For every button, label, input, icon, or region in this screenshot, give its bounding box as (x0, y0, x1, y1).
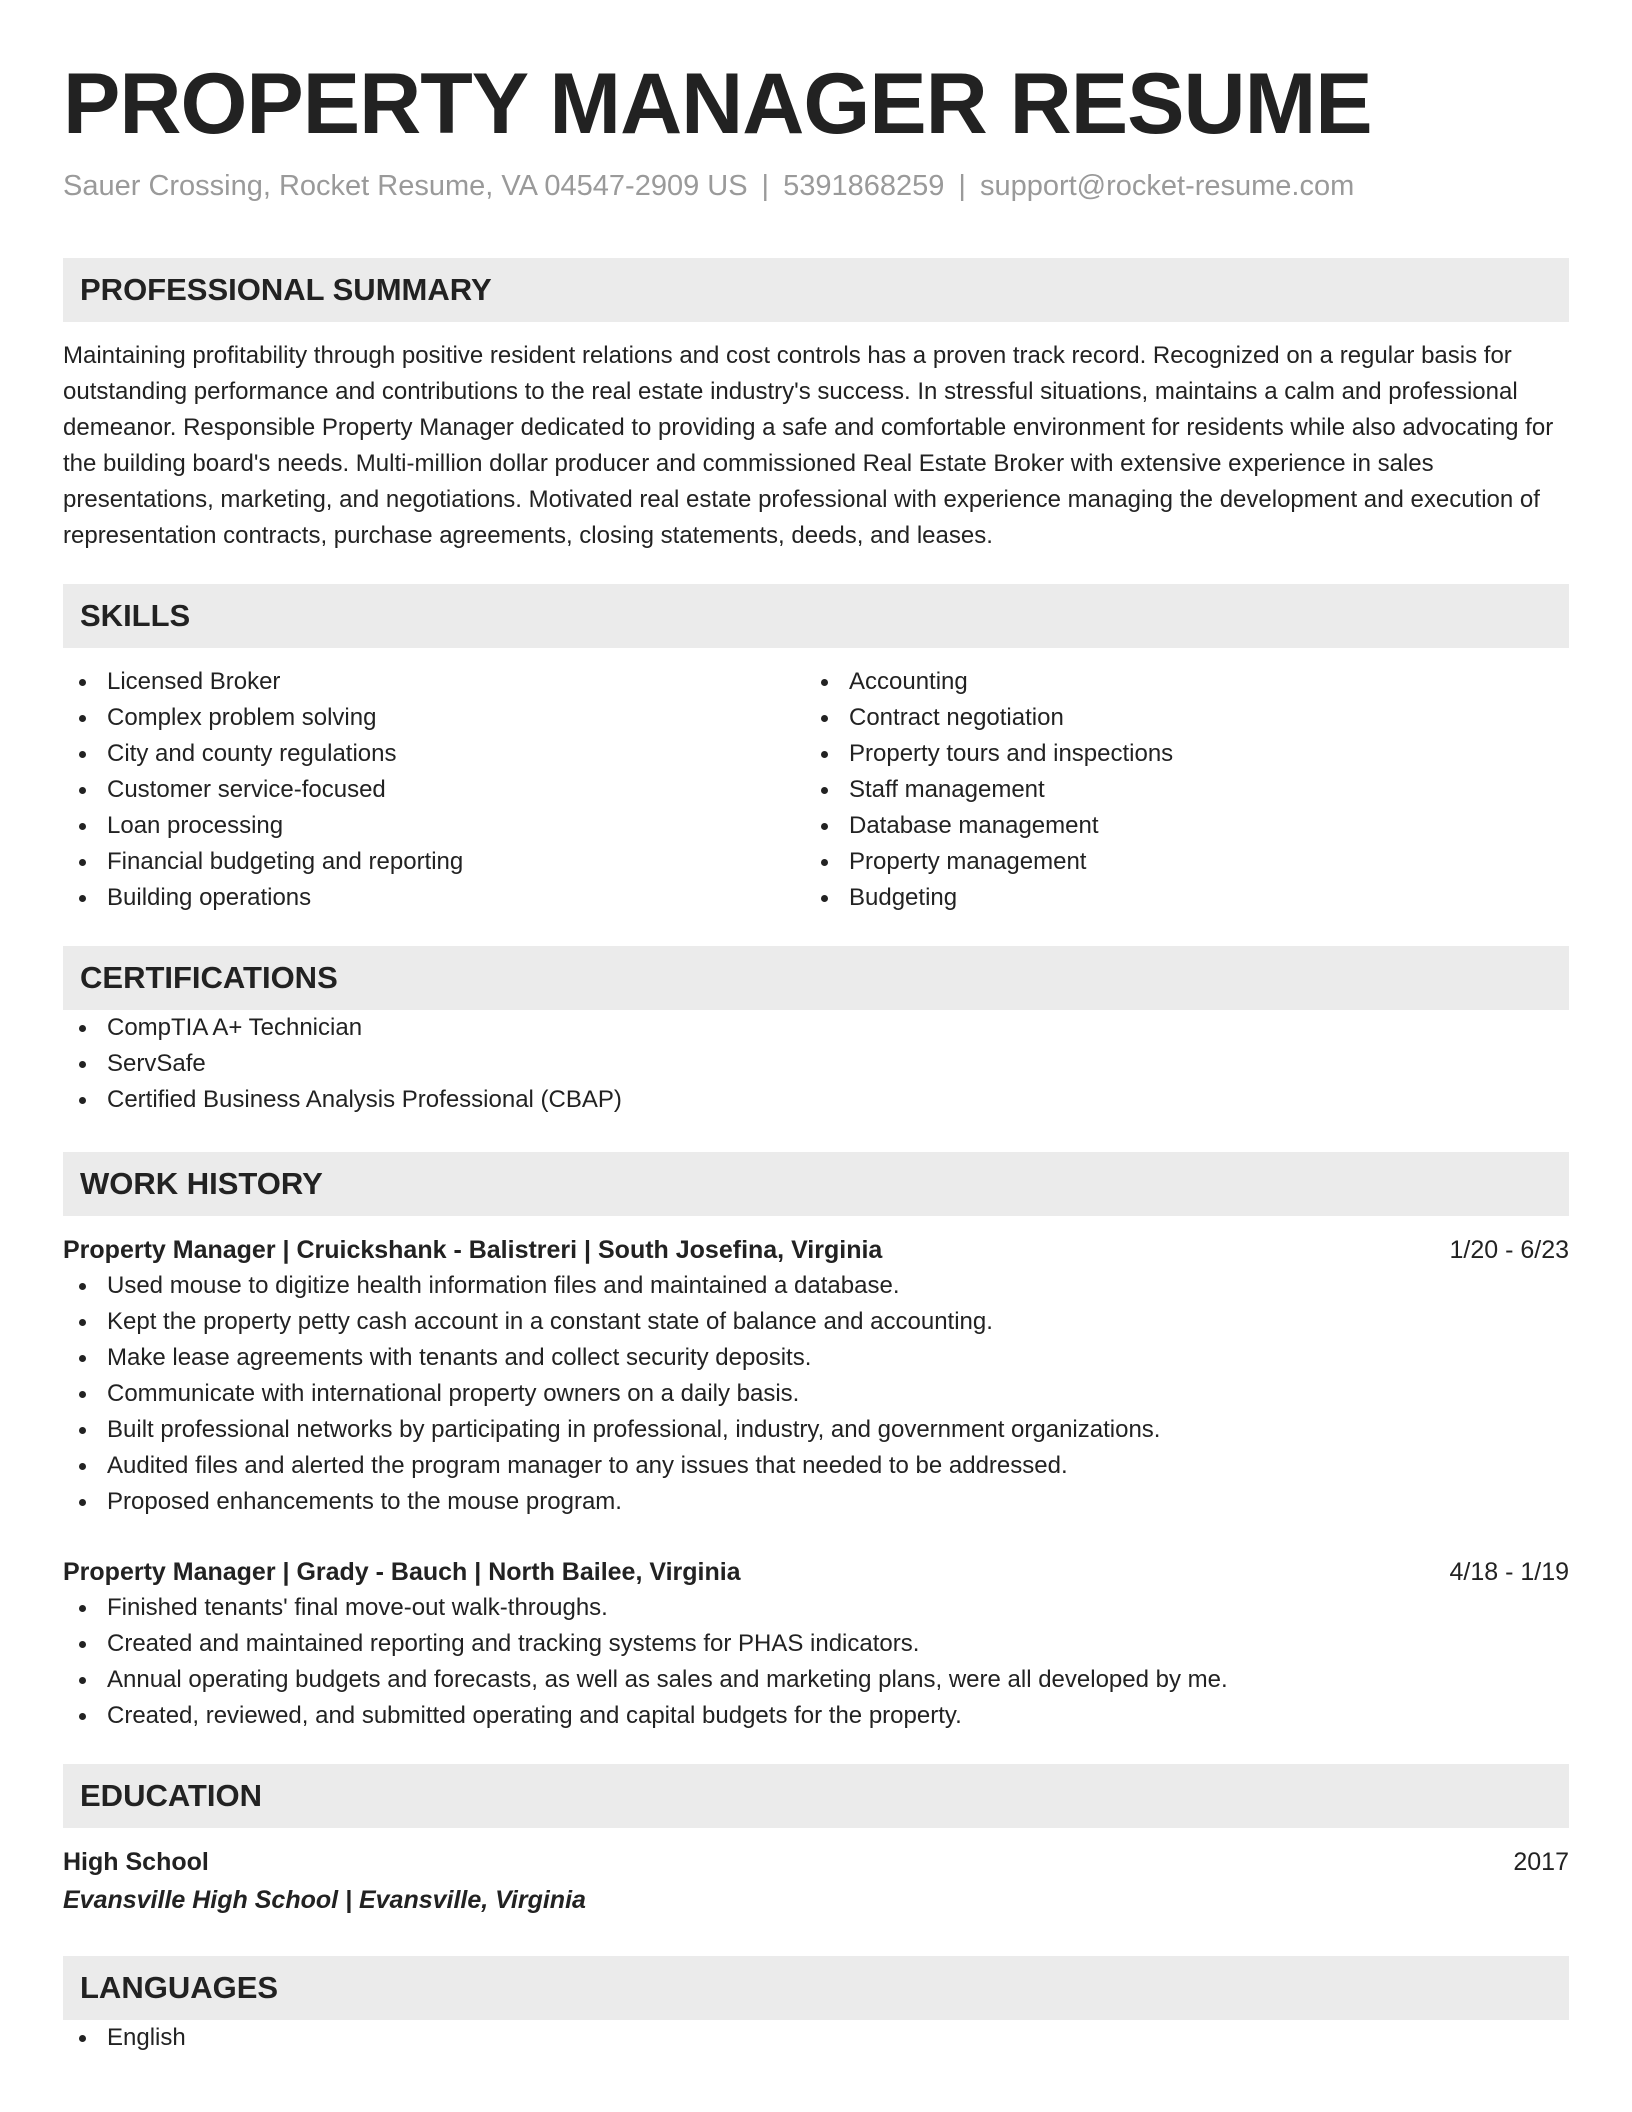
skill-item: Contract negotiation (805, 700, 1547, 736)
job-bullet: Annual operating budgets and forecasts, as well as sales and marketing plans, were all developed by me. (63, 1662, 1569, 1698)
job-title: Property Manager | Grady - Bauch | North Bailee, Virginia (63, 1558, 741, 1586)
contact-separator: | (761, 170, 770, 202)
job-title: Property Manager | Cruickshank - Balistreri | South Josefina, Virginia (63, 1236, 883, 1264)
education-year: 2017 (1513, 1848, 1569, 1876)
skill-item: Building operations (63, 880, 805, 916)
education-school: Evansville High School | Evansville, Virginia (63, 1886, 586, 1914)
job-dates: 1/20 - 6/23 (1449, 1236, 1569, 1264)
job-header (63, 1232, 1569, 1268)
education-header (63, 1844, 1569, 1880)
contact-separator: | (958, 170, 966, 202)
skill-item: Loan processing (63, 808, 805, 844)
job-bullet: Created, reviewed, and submitted operating and capital budgets for the property. (63, 1698, 1569, 1734)
certification-item: Certified Business Analysis Professional (CBAP) (63, 1082, 1569, 1118)
job-bullet: Used mouse to digitize health information files and maintained a database. (63, 1268, 1569, 1304)
section-heading-education: EDUCATION (63, 1764, 1569, 1828)
skill-item: Budgeting (805, 880, 1547, 916)
job-bullet: Built professional networks by participating in professional, industry, and government organizations. (63, 1412, 1569, 1448)
section-heading-work-history: WORK HISTORY (63, 1152, 1569, 1216)
job-bullet: Finished tenants' final move-out walk-throughs. (63, 1590, 1569, 1626)
skill-item: Financial budgeting and reporting (63, 844, 805, 880)
job-bullets (63, 1590, 1569, 1734)
job-bullets (63, 1268, 1569, 1520)
job-bullet: Communicate with international property owners on a daily basis. (63, 1376, 1569, 1412)
certification-item: ServSafe (63, 1046, 1569, 1082)
skill-item: Database management (805, 808, 1547, 844)
skills-list-left (63, 664, 805, 916)
section-heading-skills: SKILLS (63, 584, 1569, 648)
contact-email: support@rocket-resume.com (979, 170, 1355, 202)
languages-list (63, 2020, 1569, 2056)
job-header (63, 1554, 1569, 1590)
language-item: English (63, 2020, 1569, 2056)
certifications-list (63, 1010, 1569, 1118)
job-dates: 4/18 - 1/19 (1449, 1558, 1569, 1586)
certification-item: CompTIA A+ Technician (63, 1010, 1569, 1046)
skills-list-right (805, 664, 1547, 916)
education-degree: High School (63, 1848, 209, 1876)
contact-line (63, 168, 1569, 204)
skill-item: City and county regulations (63, 736, 805, 772)
contact-phone: 5391868259 (783, 170, 945, 202)
contact-address: Sauer Crossing, Rocket Resume, VA 04547-2909 US (63, 170, 748, 202)
job-bullet: Created and maintained reporting and tracking systems for PHAS indicators. (63, 1626, 1569, 1662)
summary-text: Maintaining profitability through positive resident relations and cost controls has a proven track record. Recognized on a regular basis for outstanding performance and contributions to the real estate industry's success. In stressful situations, maintains a calm and professional demeanor. Responsible Property Manager dedicated to providing a safe and comfortable environment for residents while also advocating for the building board's needs. Multi-million dollar producer and commissioned Real Estate Broker with extensive experience in sales presentations, marketing, and negotiations. Motivated real estate professional with experience managing the development and execution of representation contracts, purchase agreements, closing statements, deeds, and leases. (63, 342, 1554, 549)
skill-item: Accounting (805, 664, 1547, 700)
section-heading-certifications: CERTIFICATIONS (63, 946, 1569, 1010)
section-heading-languages: LANGUAGES (63, 1956, 1569, 2020)
skill-item: Complex problem solving (63, 700, 805, 736)
skill-item: Property tours and inspections (805, 736, 1547, 772)
section-heading-summary: PROFESSIONAL SUMMARY (63, 258, 1569, 322)
skill-item: Staff management (805, 772, 1547, 808)
resume-title: PROPERTY MANAGER RESUME (63, 56, 1372, 152)
job-bullet: Audited files and alerted the program manager to any issues that needed to be addressed. (63, 1448, 1569, 1484)
job-bullet: Proposed enhancements to the mouse program. (63, 1484, 1569, 1520)
job-entry (63, 1232, 1569, 1520)
skill-item: Customer service-focused (63, 772, 805, 808)
job-entry (63, 1554, 1569, 1734)
skill-item: Property management (805, 844, 1547, 880)
job-bullet: Make lease agreements with tenants and collect security deposits. (63, 1340, 1569, 1376)
job-bullet: Kept the property petty cash account in a constant state of balance and accounting. (63, 1304, 1569, 1340)
skills-grid (63, 664, 1569, 916)
skill-item: Licensed Broker (63, 664, 805, 700)
